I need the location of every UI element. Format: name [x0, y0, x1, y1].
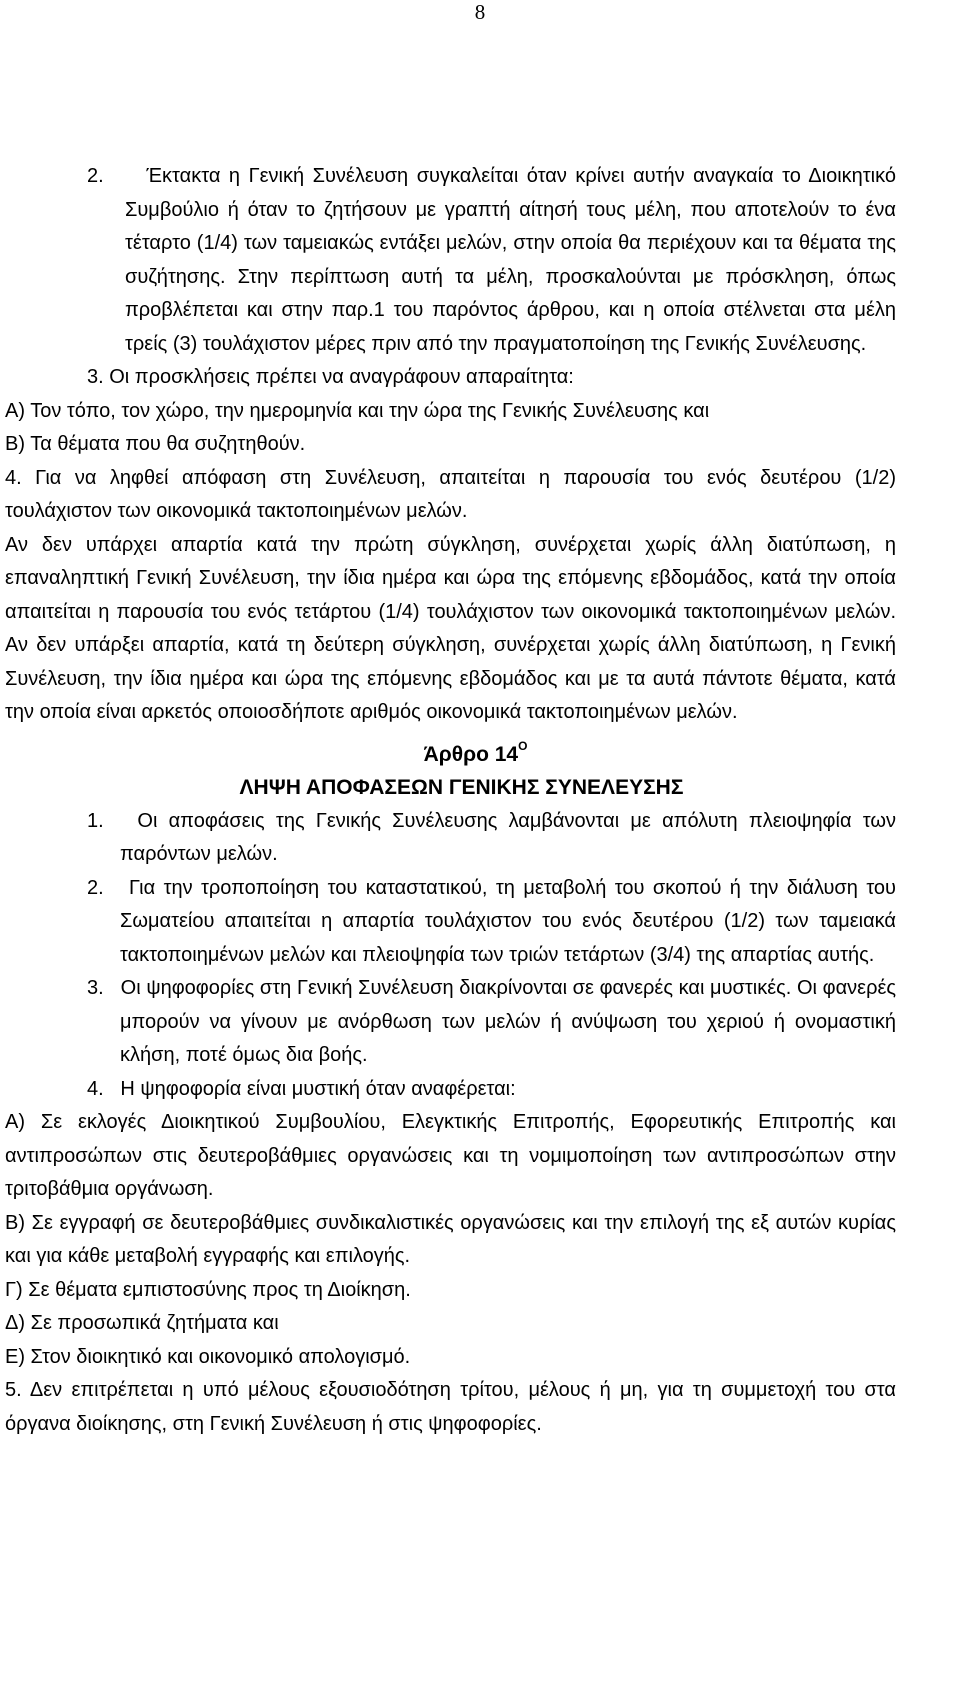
article-title-superscript: Ο: [518, 738, 528, 753]
vote-case-c: Γ) Σε θέματα εμπιστοσύνης προς τη Διοίκηση.: [5, 1278, 411, 1301]
article-item-3-number: 3.: [87, 977, 104, 999]
item-3-case-a: Α) Τον τόπο, τον χώρο, την ημερομηνία και την ώρα της Γενικής Συνέλευσης και: [5, 399, 710, 422]
vote-case-e: Ε) Στον διοικητικό και οικονομικό απολογισμό.: [5, 1345, 411, 1368]
article-item-4-text: Η ψηφοφορία είναι μυστική όταν αναφέρεται:: [120, 1077, 516, 1100]
article-item-3: [5, 972, 896, 1073]
vote-case-a: Α) Σε εκλογές Διοικητικού Συμβουλίου, Ελεγκτικής Επιτροπής, Εφορευτικής Επιτροπής και αντιπροσώπων στις δευτεροβάθμιες οργανώσεις και τη νομιμοποίηση των αντιπροσώπων στην τριτοβάθμια οργάνωση.: [5, 1111, 896, 1200]
paragraph-item-2: [5, 160, 896, 361]
item-3-case-b: Β) Τα θέματα που θα συζητηθούν.: [5, 433, 306, 455]
article-item-5: 5. Δεν επιτρέπεται η υπό μέλους εξουσιοδότηση τρίτου, μέλους ή μη, για τη συμμετοχή του στα όργανα διοίκησης, στη Γενική Συνέλευση ή στις ψηφοφορίες.: [5, 1379, 896, 1435]
item-3-intro: 3. Οι προσκλήσεις πρέπει να αναγράφουν απαραίτητα:: [87, 366, 574, 388]
page-number: 8: [474, 0, 486, 24]
article-item-2-text: Για την τροποποίηση του καταστατικού, τη μεταβολή του σκοπού ή την διάλυση του Σωματείου απαιτείται η απαρτία τουλάχιστον του ενός δευτέρου (1/2) των ταμειακά τακτοποιημένων μελών και πλειοψηφία των τριών τετάρτων (3/4) της απαρτίας αυτής.: [120, 876, 896, 966]
document-body: [5, 160, 896, 1441]
article-item-4: [5, 1073, 896, 1107]
article-item-1: [5, 805, 896, 872]
article-title-text: Άρθρο 14: [423, 742, 519, 766]
vote-case-d: Δ) Σε προσωπικά ζητήματα και: [5, 1312, 279, 1334]
item-4-text: 4. Για να ληφθεί απόφαση στη Συνέλευση, απαιτείται η παρουσία του ενός δευτέρου (1/2) τουλάχιστον των οικονομικά τακτοποιημένων μελών.: [5, 466, 896, 522]
item-2-number: 2.: [87, 165, 104, 187]
article-title: [5, 730, 896, 772]
article-item-3-text: Οι ψηφοφορίες στη Γενική Συνέλευση διακρίνονται σε φανερές και μυστικές. Οι φανερές μπορούν να γίνουν με ανόρθωση των μελών ή ανύψωση του χεριού ή ονομαστική κλήση, ποτέ όμως δια βοής.: [120, 977, 896, 1066]
item-4-continuation: Αν δεν υπάρχει απαρτία κατά την πρώτη σύγκληση, συνέρχεται χωρίς άλλη διατύπωση, η επαναληπτική Γενική Συνέλευση, την ίδια ημέρα και ώρα της επόμενης εβδομάδος, κατά την οποία απαιτείται η παρουσία του ενός τετάρτου (1/4) τουλάχιστον των οικονομικά τακτοποιημένων μελών. Αν δεν υπάρξει απαρτία, κατά τη δεύτερη σύγκληση, συνέρχεται χωρίς άλλη διατύπωση, η Γενική Συνέλευση, την ίδια ημέρα και ώρα της επόμενης εβδομάδος και με τα αυτά πάντοτε θέματα, κατά την οποία είναι αρκετός οποιοσδήποτε αριθμός οικονομικά τακτοποιημένων μελών.: [5, 533, 896, 723]
article-item-2-number: 2.: [87, 876, 104, 899]
article-item-4-number: 4.: [87, 1077, 104, 1100]
item-2-text: Έκτακτα η Γενική Συνέλευση συγκαλείται όταν κρίνει αυτήν αναγκαία το Διοικητικό Συμβούλιο ή όταν το ζητήσουν με γραπτή αίτησή τους μέλη, που αποτελούν το ένα τέταρτο (1/4) των ταμειακώς εντάξει μελών, στην οποία θα περιέχουν και τα θέματα της συζήτησης. Στην περίπτωση αυτή τα μέλη, προσκαλούνται με πρόσκληση, όπως προβλέπεται και στην παρ.1 του παρόντος άρθρου, και η οποία στέλνεται στα μέλη τρείς (3) τουλάχιστον μέρες πριν από την πραγματοποίηση της Γενικής Συνέλευσης.: [125, 165, 896, 355]
vote-case-b: Β) Σε εγγραφή σε δευτεροβάθμιες συνδικαλιστικές οργανώσεις και την επιλογή της εξ αυτών κυρίας και για κάθε μεταβολή εγγραφής και επιλογής.: [5, 1211, 896, 1267]
article-heading: ΛΗΨΗ ΑΠΟΦΑΣΕΩΝ ΓΕΝΙΚΗΣ ΣΥΝΕΛΕΥΣΗΣ: [239, 776, 684, 799]
article-item-2: [5, 872, 896, 973]
article-item-1-number: 1.: [87, 809, 104, 832]
article-item-1-text: Οι αποφάσεις της Γενικής Συνέλευσης λαμβάνονται με απόλυτη πλειοψηφία των παρόντων μελών.: [120, 809, 896, 865]
